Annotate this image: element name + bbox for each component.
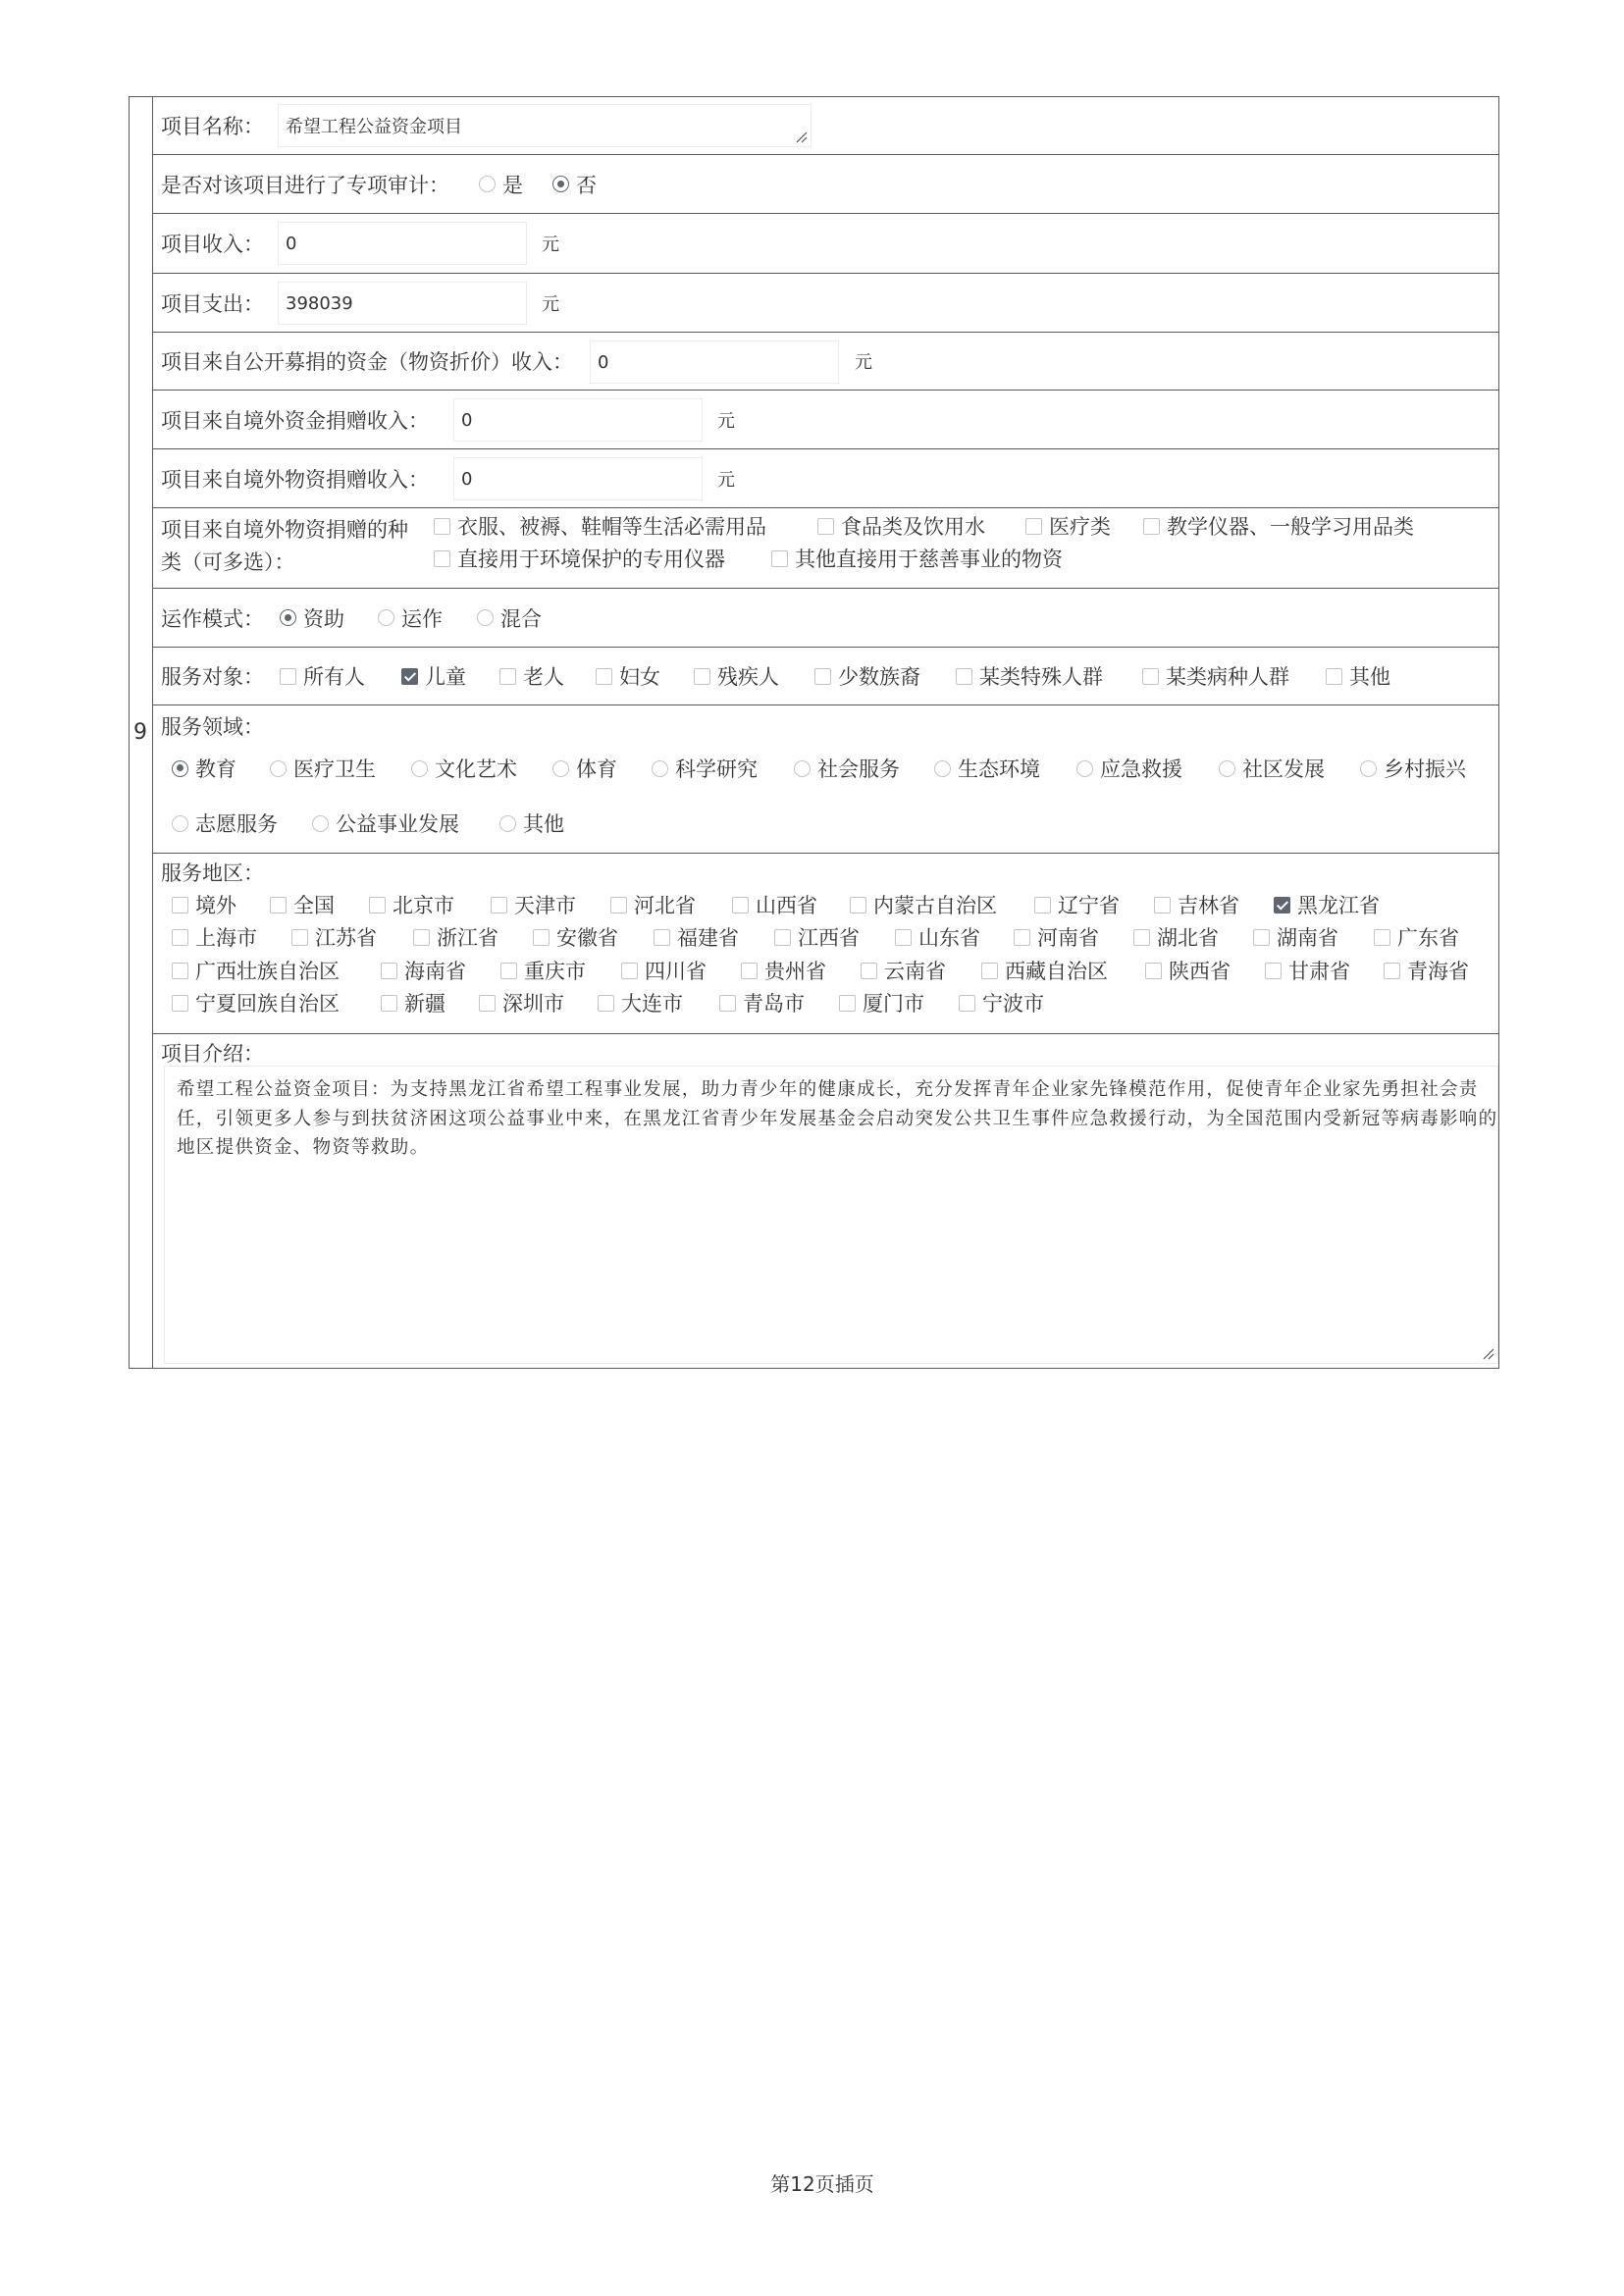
region-option-shenzhen[interactable] <box>479 988 564 1018</box>
region-checkbox[interactable] <box>172 929 188 946</box>
public-fundraising-income-field[interactable]: 0 <box>590 340 839 384</box>
material-option-daily-necessities[interactable] <box>434 511 766 541</box>
foreign-fund-income-unit: 元 <box>717 410 735 432</box>
service-regions-label: 服务地区： <box>161 861 264 885</box>
field-label: 科学研究 <box>675 757 758 781</box>
region-option-guangdong[interactable] <box>1374 922 1459 952</box>
row-foreign-fund-income <box>152 391 1499 449</box>
region-option-shanxi[interactable] <box>732 890 817 919</box>
region-checkbox[interactable] <box>291 929 308 946</box>
mode-label: 混合 <box>500 606 542 631</box>
field-radio[interactable] <box>1360 760 1377 777</box>
row-number: 9 <box>133 719 147 745</box>
region-checkbox[interactable] <box>839 995 856 1012</box>
region-option-hunan[interactable] <box>1253 922 1338 952</box>
region-label: 福建省 <box>677 926 739 950</box>
field-radio[interactable] <box>172 760 188 777</box>
introduction-line: 任，引领更多人参与到扶贫济困这项公益事业中来，在黑龙江省青少年发展基金会启动突发公共卫生事件应急救援行动，为全国范围内受新冠等病毒影响的 <box>177 1108 1498 1129</box>
region-option-jiangsu[interactable] <box>291 922 377 952</box>
target-option-everyone[interactable] <box>280 648 365 704</box>
region-label: 西藏自治区 <box>1005 960 1108 983</box>
material-option-other-charity[interactable] <box>771 544 1063 573</box>
region-checkbox[interactable] <box>719 995 736 1012</box>
region-checkbox[interactable] <box>774 929 791 946</box>
income-field[interactable]: 0 <box>278 222 527 265</box>
audit-option-no[interactable] <box>552 155 597 213</box>
target-option-disabled[interactable] <box>694 648 779 704</box>
field-label: 社区发展 <box>1242 757 1325 781</box>
target-option-disease-groups[interactable] <box>1142 648 1289 704</box>
target-checkbox[interactable] <box>814 668 831 685</box>
material-checkbox[interactable] <box>817 518 834 535</box>
field-radio[interactable] <box>552 760 569 777</box>
target-checkbox[interactable] <box>280 668 296 685</box>
field-option-philanthropy-development[interactable] <box>312 809 459 838</box>
material-label: 其他直接用于慈善事业的物资 <box>795 548 1063 571</box>
material-checkbox[interactable] <box>1143 518 1160 535</box>
target-option-other[interactable] <box>1326 648 1390 704</box>
region-option-henan[interactable] <box>1014 922 1099 952</box>
target-label: 其他 <box>1349 665 1390 689</box>
region-label: 上海市 <box>195 926 257 950</box>
field-radio[interactable] <box>934 760 951 777</box>
region-checkbox[interactable] <box>741 963 758 979</box>
mode-radio[interactable] <box>280 609 296 626</box>
region-label: 广西壮族自治区 <box>195 960 340 983</box>
region-option-anhui[interactable] <box>533 922 618 952</box>
material-checkbox[interactable] <box>434 550 450 567</box>
target-checkbox[interactable] <box>956 668 972 685</box>
region-option-liaoning[interactable] <box>1034 890 1120 919</box>
project-name-value: 希望工程公益资金项目 <box>286 117 462 137</box>
region-label: 山西省 <box>756 894 817 917</box>
mode-label: 运作 <box>401 606 443 631</box>
region-label: 厦门市 <box>863 992 924 1016</box>
field-label: 应急救援 <box>1100 757 1182 781</box>
field-option-rural-revitalization[interactable] <box>1360 754 1466 783</box>
region-label: 黑龙江省 <box>1297 894 1380 917</box>
row-service-targets <box>152 648 1499 705</box>
income-label: 项目收入： <box>161 233 264 256</box>
row-operation-mode <box>152 589 1499 648</box>
field-label: 乡村振兴 <box>1384 757 1466 781</box>
field-label: 教育 <box>195 757 236 781</box>
material-label: 教学仪器、一般学习用品类 <box>1167 515 1414 539</box>
target-label: 妇女 <box>619 665 660 689</box>
region-label: 江西省 <box>798 926 860 950</box>
region-label: 河北省 <box>634 894 696 917</box>
region-option-hebei[interactable] <box>610 890 696 919</box>
row-audit <box>152 155 1499 214</box>
service-targets-label: 服务对象： <box>161 665 264 689</box>
region-checkbox[interactable] <box>1133 929 1150 946</box>
expense-field[interactable]: 398039 <box>278 282 527 325</box>
target-label: 儿童 <box>425 665 466 689</box>
region-checkbox[interactable] <box>479 995 496 1012</box>
region-checkbox[interactable] <box>654 929 670 946</box>
material-checkbox[interactable] <box>1025 518 1042 535</box>
material-option-teaching-supplies[interactable] <box>1143 511 1414 541</box>
field-option-sports[interactable] <box>552 754 617 783</box>
income-unit: 元 <box>542 235 559 255</box>
region-label: 青岛市 <box>743 992 805 1016</box>
region-label: 甘肃省 <box>1288 960 1350 983</box>
region-option-fujian[interactable] <box>654 922 739 952</box>
region-checkbox[interactable] <box>732 897 749 913</box>
foreign-fund-income-label: 项目来自境外资金捐赠收入： <box>161 408 429 433</box>
target-checkbox[interactable] <box>401 668 418 685</box>
field-option-culture-arts[interactable] <box>411 754 517 783</box>
target-label: 老人 <box>523 665 564 689</box>
mode-option-funding[interactable] <box>280 589 344 647</box>
material-option-medical[interactable] <box>1025 511 1111 541</box>
region-option-sichuan[interactable] <box>621 956 707 985</box>
target-label: 少数族裔 <box>838 665 920 689</box>
material-option-environmental-instruments[interactable] <box>434 544 725 573</box>
field-label: 志愿服务 <box>195 812 278 836</box>
region-option-zhejiang[interactable] <box>413 922 498 952</box>
target-checkbox[interactable] <box>1326 668 1342 685</box>
region-label: 境外 <box>195 894 236 917</box>
expense-unit: 元 <box>542 293 559 315</box>
region-option-shanghai[interactable] <box>172 922 257 952</box>
region-checkbox[interactable] <box>1253 929 1270 946</box>
region-option-nationwide[interactable] <box>270 890 335 919</box>
target-option-special-groups[interactable] <box>956 648 1103 704</box>
introduction-line: 希望工程公益资金项目：为支持黑龙江省希望工程事业发展，助力青少年的健康成长，充分发挥青年企业家先锋模范作用，促使青年企业家先勇担社会责 <box>177 1079 1479 1100</box>
foreign-material-income-label: 项目来自境外物资捐赠收入： <box>161 467 429 492</box>
region-option-qingdao[interactable] <box>719 988 805 1018</box>
label-line: 类（可多选）： <box>161 550 295 574</box>
material-label: 食品类及饮用水 <box>841 515 985 539</box>
target-checkbox[interactable] <box>596 668 612 685</box>
target-option-women[interactable] <box>596 648 660 704</box>
field-option-emergency-rescue[interactable] <box>1076 754 1182 783</box>
field-radio[interactable] <box>172 815 188 832</box>
target-option-ethnic-minorities[interactable] <box>814 648 920 704</box>
mode-label: 资助 <box>303 606 344 631</box>
region-option-chongqing[interactable] <box>500 956 586 985</box>
region-label: 湖北省 <box>1157 926 1219 950</box>
region-label: 贵州省 <box>764 960 826 983</box>
field-label: 医疗卫生 <box>293 757 376 781</box>
region-checkbox[interactable] <box>1374 929 1390 946</box>
material-label: 医疗类 <box>1049 515 1111 539</box>
region-label: 海南省 <box>404 960 466 983</box>
field-option-ecology[interactable] <box>934 754 1040 783</box>
region-option-xiamen[interactable] <box>839 988 924 1018</box>
region-label: 云南省 <box>884 960 946 983</box>
region-option-jiangxi[interactable] <box>774 922 860 952</box>
audit-radio[interactable] <box>479 176 496 192</box>
region-option-overseas[interactable] <box>172 890 236 919</box>
region-checkbox[interactable] <box>491 897 507 913</box>
audit-label: 是否对该项目进行了专项审计： <box>161 173 449 197</box>
region-option-tianjin[interactable] <box>491 890 576 919</box>
foreign-material-income-field[interactable]: 0 <box>453 457 703 500</box>
region-checkbox[interactable] <box>533 929 550 946</box>
field-radio[interactable] <box>270 760 287 777</box>
project-name-label: 项目名称： <box>161 114 264 138</box>
region-label: 河南省 <box>1037 926 1099 950</box>
region-label: 安徽省 <box>556 926 618 950</box>
region-label: 深圳市 <box>502 992 564 1016</box>
region-checkbox[interactable] <box>895 929 912 946</box>
row-public-fundraising-income <box>152 333 1499 391</box>
audit-option-label: 是 <box>502 173 523 197</box>
region-option-yunnan[interactable] <box>861 956 946 985</box>
region-label: 宁波市 <box>982 992 1044 1016</box>
region-option-dalian[interactable] <box>598 988 683 1018</box>
introduction-textarea[interactable] <box>164 1066 1498 1364</box>
region-option-qinghai[interactable] <box>1384 956 1469 985</box>
row-expense <box>152 274 1499 333</box>
resize-handle-icon[interactable] <box>1481 1346 1494 1360</box>
region-checkbox[interactable] <box>500 963 517 979</box>
mode-radio[interactable] <box>378 609 394 626</box>
target-label: 某类病种人群 <box>1166 665 1289 689</box>
region-checkbox[interactable] <box>610 897 627 913</box>
field-radio[interactable] <box>794 760 811 777</box>
region-label: 江苏省 <box>315 926 377 950</box>
region-option-guangxi[interactable] <box>172 956 340 985</box>
region-label: 青海省 <box>1407 960 1469 983</box>
region-label: 四川省 <box>645 960 707 983</box>
field-label: 社会服务 <box>817 757 900 781</box>
row-project-name <box>152 96 1499 155</box>
region-option-xinjiang[interactable] <box>381 988 445 1018</box>
region-checkbox[interactable] <box>1274 897 1290 913</box>
row-income <box>152 214 1499 274</box>
region-checkbox[interactable] <box>172 897 188 913</box>
material-option-food-water[interactable] <box>817 511 985 541</box>
field-label: 文化艺术 <box>435 757 517 781</box>
region-label: 吉林省 <box>1178 894 1239 917</box>
field-option-social-services[interactable] <box>794 754 900 783</box>
target-checkbox[interactable] <box>1142 668 1159 685</box>
introduction-text <box>177 1075 1497 1163</box>
region-label: 辽宁省 <box>1058 894 1120 917</box>
region-label: 重庆市 <box>524 960 586 983</box>
material-label: 衣服、被褥、鞋帽等生活必需用品 <box>457 515 766 539</box>
region-label: 广东省 <box>1397 926 1459 950</box>
region-option-jilin[interactable] <box>1154 890 1239 919</box>
expense-label: 项目支出： <box>161 291 264 316</box>
introduction-label: 项目介绍： <box>161 1042 264 1066</box>
region-checkbox[interactable] <box>413 929 430 946</box>
field-option-community[interactable] <box>1219 754 1325 783</box>
region-checkbox[interactable] <box>369 897 386 913</box>
region-checkbox[interactable] <box>861 963 877 979</box>
operation-mode-label: 运作模式： <box>161 606 264 631</box>
label-line: 项目来自境外物资捐赠的种 <box>161 518 408 542</box>
region-option-tibet[interactable] <box>981 956 1108 985</box>
region-checkbox[interactable] <box>598 995 614 1012</box>
resize-handle-icon[interactable] <box>794 130 808 143</box>
row-service-fields <box>152 705 1499 854</box>
region-option-beijing[interactable] <box>369 890 454 919</box>
region-option-gansu[interactable] <box>1265 956 1350 985</box>
field-radio[interactable] <box>411 760 428 777</box>
region-label: 浙江省 <box>437 926 498 950</box>
region-checkbox[interactable] <box>381 995 397 1012</box>
region-checkbox[interactable] <box>1154 897 1171 913</box>
field-radio[interactable] <box>1219 760 1235 777</box>
field-radio[interactable] <box>1076 760 1093 777</box>
target-label: 所有人 <box>303 665 365 689</box>
audit-option-label: 否 <box>576 173 597 197</box>
audit-option-yes[interactable] <box>479 155 523 213</box>
service-fields-label: 服务领域： <box>161 715 264 739</box>
field-label: 公益事业发展 <box>336 812 459 836</box>
field-radio[interactable] <box>652 760 668 777</box>
region-checkbox[interactable] <box>981 963 998 979</box>
target-label: 残疾人 <box>717 665 779 689</box>
field-option-science[interactable] <box>652 754 758 783</box>
region-option-hainan[interactable] <box>381 956 466 985</box>
region-option-guizhou[interactable] <box>741 956 826 985</box>
region-label: 陕西省 <box>1169 960 1231 983</box>
public-fundraising-income-label: 项目来自公开募捐的资金（物资折价）收入： <box>161 350 573 374</box>
region-label: 宁夏回族自治区 <box>195 992 340 1016</box>
field-label: 生态环境 <box>958 757 1040 781</box>
region-label: 湖南省 <box>1277 926 1338 950</box>
region-option-ningxia[interactable] <box>172 988 340 1018</box>
row-foreign-material-types <box>152 508 1499 589</box>
page-footer-label: 第12页插页 <box>770 2171 874 2196</box>
audit-radio[interactable] <box>552 176 569 192</box>
mode-option-operating[interactable] <box>378 589 443 647</box>
foreign-fund-income-field[interactable]: 0 <box>453 398 703 442</box>
region-label: 内蒙古自治区 <box>873 894 997 917</box>
region-checkbox[interactable] <box>1384 963 1400 979</box>
material-label: 直接用于环境保护的专用仪器 <box>457 548 725 571</box>
material-checkbox[interactable] <box>434 518 450 535</box>
mode-radio[interactable] <box>477 609 494 626</box>
row-service-regions <box>152 854 1499 1034</box>
region-label: 北京市 <box>393 894 454 917</box>
target-checkbox[interactable] <box>694 668 710 685</box>
project-name-field[interactable] <box>278 104 812 147</box>
region-checkbox[interactable] <box>1034 897 1051 913</box>
region-label: 大连市 <box>621 992 683 1016</box>
field-label: 体育 <box>576 757 617 781</box>
public-fundraising-income-unit: 元 <box>855 352 872 373</box>
region-label: 新疆 <box>404 992 445 1016</box>
region-label: 全国 <box>293 894 335 917</box>
target-checkbox[interactable] <box>499 668 516 685</box>
material-checkbox[interactable] <box>771 550 788 567</box>
region-label: 山东省 <box>918 926 980 950</box>
field-option-healthcare[interactable] <box>270 754 376 783</box>
target-option-children[interactable] <box>401 648 466 704</box>
region-checkbox[interactable] <box>172 963 188 979</box>
region-checkbox[interactable] <box>621 963 638 979</box>
field-radio[interactable] <box>499 815 516 832</box>
row-introduction <box>152 1034 1499 1369</box>
field-option-other[interactable] <box>499 809 564 838</box>
mode-option-mixed[interactable] <box>477 589 542 647</box>
region-checkbox[interactable] <box>381 963 397 979</box>
field-label: 其他 <box>523 812 564 836</box>
region-checkbox[interactable] <box>850 897 866 913</box>
region-option-hubei[interactable] <box>1133 922 1219 952</box>
field-option-volunteering[interactable] <box>172 809 278 838</box>
region-checkbox[interactable] <box>1265 963 1282 979</box>
foreign-material-types-label <box>161 514 408 579</box>
field-radio[interactable] <box>312 815 329 832</box>
region-option-heilongjiang[interactable] <box>1274 890 1380 919</box>
row-foreign-material-income <box>152 449 1499 508</box>
region-checkbox[interactable] <box>270 897 287 913</box>
region-option-shaanxi[interactable] <box>1145 956 1231 985</box>
region-label: 天津市 <box>514 894 576 917</box>
target-option-elderly[interactable] <box>499 648 564 704</box>
region-checkbox[interactable] <box>172 995 188 1012</box>
region-checkbox[interactable] <box>959 995 975 1012</box>
introduction-line: 地区提供资金、物资等救助。 <box>177 1137 430 1158</box>
region-option-shandong[interactable] <box>895 922 980 952</box>
region-option-ningbo[interactable] <box>959 988 1044 1018</box>
region-option-inner-mongolia[interactable] <box>850 890 997 919</box>
field-option-education[interactable] <box>172 754 236 783</box>
target-label: 某类特殊人群 <box>979 665 1103 689</box>
region-checkbox[interactable] <box>1145 963 1162 979</box>
region-checkbox[interactable] <box>1014 929 1030 946</box>
foreign-material-income-unit: 元 <box>717 469 735 491</box>
